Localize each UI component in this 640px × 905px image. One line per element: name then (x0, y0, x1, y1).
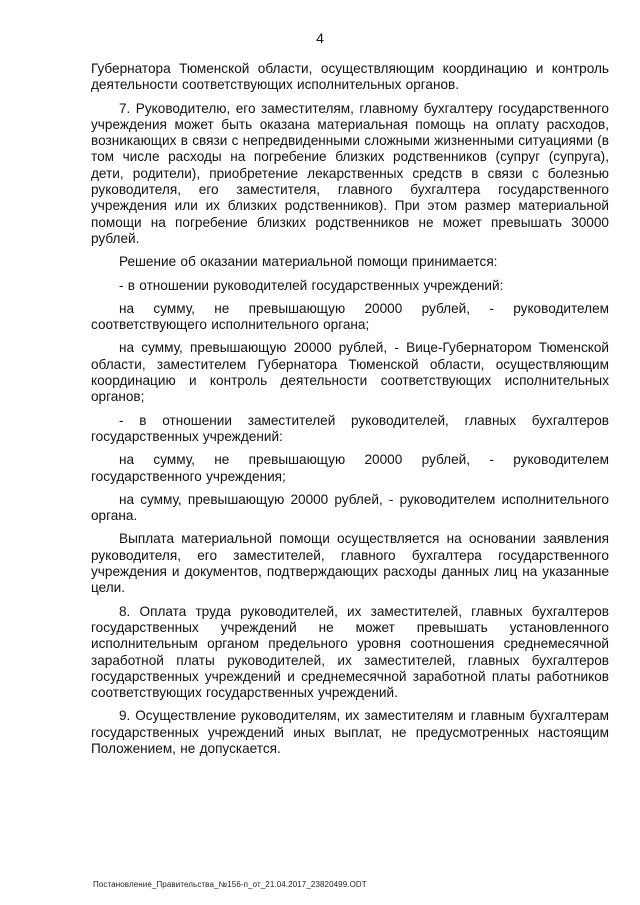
paragraph-continuation: Губернатора Тюменской области, осуществляющим координацию и контроль деятельности соответствующих исполнительных органов. (91, 61, 609, 93)
paragraph-decision-intro: Решение об оказании материальной помощи принимается: (119, 254, 498, 270)
paragraph-deputies-below-limit: на сумму, не превышающую 20000 рублей, - руководителем государственного учреждения; (91, 452, 609, 484)
paragraph-item-9: 9. Осуществление руководителям, их заместителям и главным бухгалтерам государственных учреждений иных выплат, не предусмотренных настоящим Положением, не допускается. (91, 708, 609, 756)
paragraph-heads-below-limit: на сумму, не превышающую 20000 рублей, - руководителем соответствующего исполнительного органа; (91, 300, 609, 333)
paragraph-heads-section: - в отношении руководителей государственных учреждений: (119, 277, 504, 293)
page-number: 4 (316, 30, 324, 46)
document-footer: Постановление_Правительства_№156-п_от_21.04.2017_23820499.ODT (93, 880, 367, 889)
paragraph-deputies-above-limit: на сумму, превышающую 20000 рублей, - руководителем исполнительного органа. (91, 491, 609, 524)
paragraph-heads-above-limit: на сумму, превышающую 20000 рублей, - Вице-Губернатором Тюменской области, заместителем Губернатора Тюменской области, осуществляющим координацию и контроль деятельности соответствующих исполнительных органов; (91, 340, 609, 405)
paragraph-item-7: 7. Руководителю, его заместителям, главному бухгалтеру государственного учреждения может быть оказана материальная помощь на оплату расходов, возникающих в связи с непредвиденными сложными жизненными ситуациями (в том числе расходы на погребение близких родственников (супруг (супруга), дети, родители), приобретение лекарственных средств в связи с болезнью руководителя, его заместителя, главного бухгалтера государственного учреждения или их близких родственников). При этом размер материальной помощи на погребение близких родственников не может превышать 30000 рублей. (91, 100, 609, 246)
document-body (91, 61, 609, 764)
paragraph-deputies-section: - в отношении заместителей руководителей, главных бухгалтеров государственных учреждений: (91, 412, 609, 444)
paragraph-item-8: 8. Оплата труда руководителей, их заместителей, главных бухгалтеров государственных учреждений не может превышать установленного исполнительным органом предельного уровня соотношения среднемесячной заработной платы руководителей, их заместителей, главных бухгалтеров государственных учреждений и среднемесячной заработной платы работников соответствующих государственных учреждений. (91, 603, 609, 701)
paragraph-payment-basis: Выплата материальной помощи осуществляется на основании заявления руководителя, его заместителей, главного бухгалтера государственного учреждения и документов, подтверждающих расходы данных лиц на указанные цели. (91, 531, 609, 596)
